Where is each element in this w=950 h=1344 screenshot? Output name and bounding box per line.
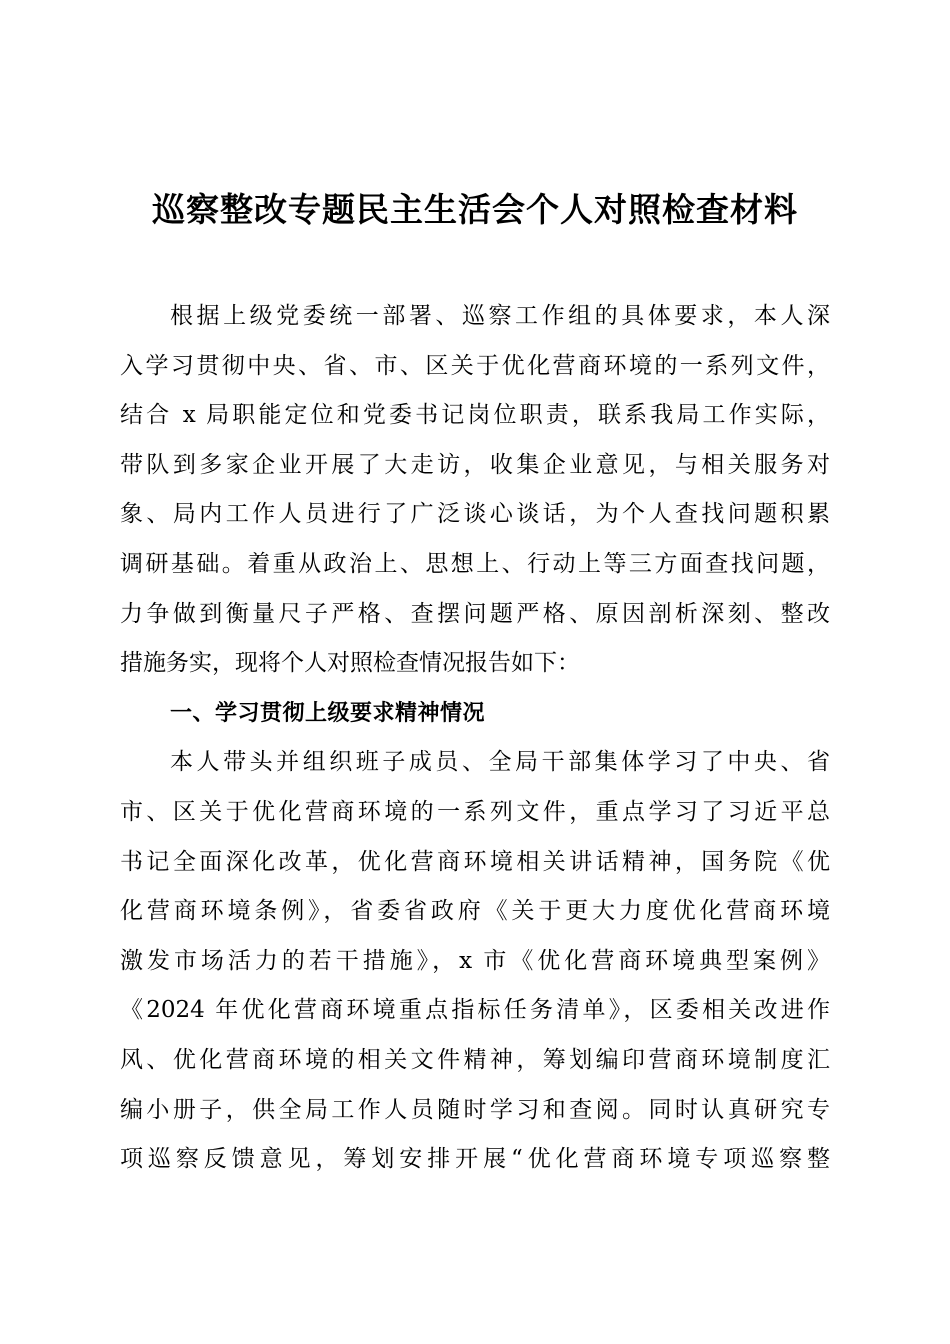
intro-line: 入学习贯彻中央、省、市、区关于优化营商环境的一系列文件， xyxy=(120,352,830,379)
section-line: 项巡察反馈意见，筹划安排开展“优化营商环境专项巡察整 xyxy=(120,1146,830,1173)
intro-line: 根据上级党委统一部署、巡察工作组的具体要求，本人深 xyxy=(170,303,830,329)
intro-line: 措施务实，现将个人对照检查情况报告如下： xyxy=(120,650,580,677)
section-line: 化营商环境条例》，省委省政府《关于更大力度优化营商环境 xyxy=(120,898,830,925)
intro-line: 象、局内工作人员进行了广泛谈心谈话，为个人查找问题积累 xyxy=(120,501,830,528)
section-line: 书记全面深化改革，优化营商环境相关讲话精神，国务院《优 xyxy=(120,848,830,875)
intro-line: 结合 x 局职能定位和党委书记岗位职责，联系我局工作实际， xyxy=(120,402,830,429)
intro-line: 带队到多家企业开展了大走访，收集企业意见，与相关服务对 xyxy=(120,451,830,478)
section-line: 市、区关于优化营商环境的一系列文件，重点学习了习近平总 xyxy=(120,798,830,825)
section-line: 激发市场活力的若干措施》，x 市《优化营商环境典型案例》 xyxy=(120,947,830,974)
section-heading: 一、学习贯彻上级要求精神情况 xyxy=(170,700,486,726)
document-body xyxy=(120,292,830,1185)
section-line: 编小册子，供全局工作人员随时学习和查阅。同时认真研究专 xyxy=(120,1096,830,1123)
section-line: 《2024 年优化营商环境重点指标任务清单》，区委相关改进作 xyxy=(120,997,830,1024)
section-line: 风、优化营商环境的相关文件精神，筹划编印营商环境制度汇 xyxy=(120,1046,830,1073)
document-title: 巡察整改专题民主生活会个人对照检查材料 xyxy=(152,190,798,229)
section-line: 本人带头并组织班子成员、全局干部集体学习了中央、省 xyxy=(170,749,830,776)
intro-line: 力争做到衡量尺子严格、查摆问题严格、原因剖析深刻、整改 xyxy=(120,600,830,627)
intro-line: 调研基础。着重从政治上、思想上、行动上等三方面查找问题， xyxy=(120,550,830,577)
